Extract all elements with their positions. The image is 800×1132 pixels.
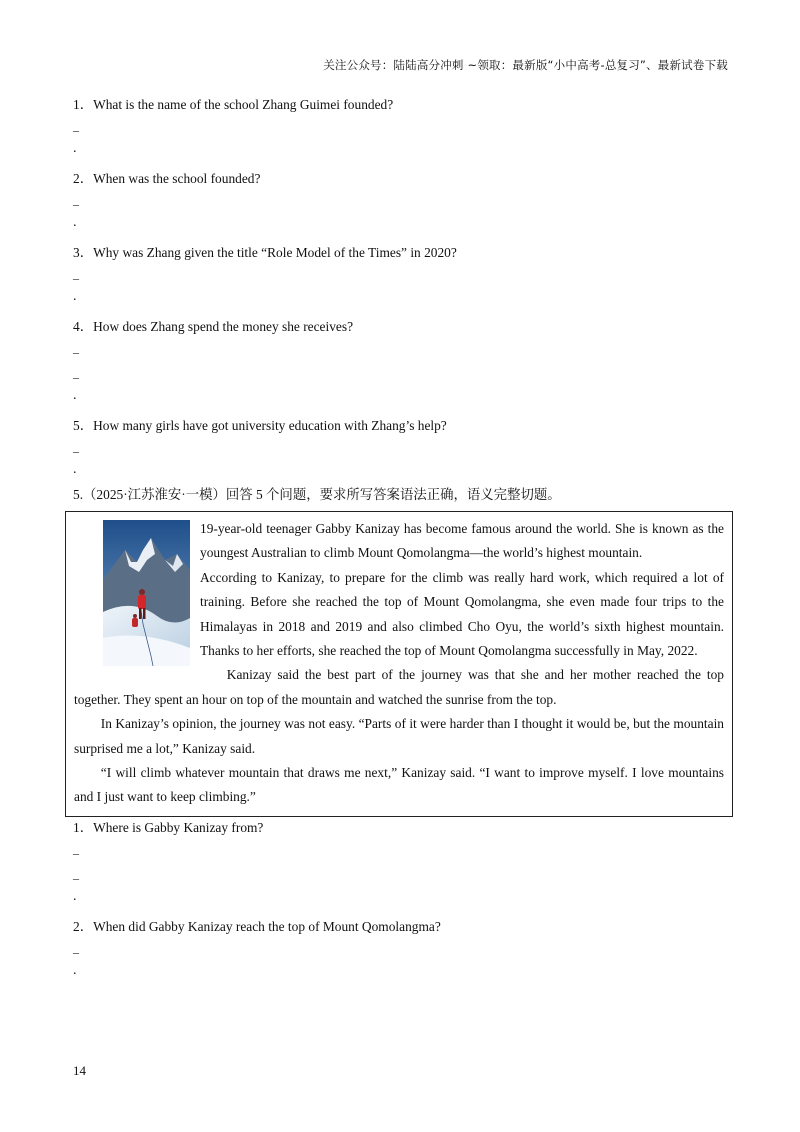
question-block-5	[73, 417, 723, 485]
passage-paragraph-5: “I will climb whatever mountain that draws me next,” Kanizay said. “I want to improve myself. I love mountains and I just want to keep climbing.”	[74, 765, 724, 805]
answer-blank[interactable]: _	[73, 940, 79, 955]
answer-blank[interactable]: _	[73, 866, 79, 881]
question-text: 5．How many girls have got university education with Zhang’s help?	[73, 418, 447, 433]
page-header: 关注公众号：陆陆高分冲刺 ~领取：最新版“小中高考-总复习”、最新试卷下载	[323, 58, 728, 72]
answer-blank[interactable]: _	[73, 193, 79, 207]
answer-blank-end[interactable]: .	[73, 962, 77, 978]
answer-blank[interactable]: _	[73, 366, 79, 380]
reading-passage	[65, 511, 733, 817]
answer-blank[interactable]: _	[73, 267, 79, 281]
question-text: 1．Where is Gabby Kanizay from?	[73, 819, 264, 835]
answer-blank-end[interactable]: .	[73, 462, 77, 477]
mountain-climber-photo	[103, 520, 190, 666]
page-content	[73, 96, 723, 986]
answer-blank-end[interactable]: .	[73, 141, 77, 156]
question-text: 2．When was the school founded?	[73, 171, 261, 186]
question-text: 1．What is the name of the school Zhang Guimei founded?	[73, 97, 394, 112]
question-block-2	[73, 170, 723, 238]
answer-blank[interactable]: _	[73, 841, 79, 856]
page-number: 14	[73, 1063, 86, 1078]
question-block-3	[73, 244, 723, 312]
answer-blank-end[interactable]: .	[73, 289, 77, 304]
section-title: 5.（2025·江苏淮安·一模）回答 5 个问题，要求所写答案语法正确，语义完整切题。	[73, 487, 561, 502]
question-block-p2-1	[73, 819, 723, 912]
passage-paragraph-3: Kanizay said the best part of the journey was that she and her mother reached the top together. They spent an hour on top of the mountain and watched the sunrise from the top.	[74, 667, 724, 707]
answer-blank-end[interactable]: .	[73, 215, 77, 230]
passage-paragraph-4: In Kanizay’s opinion, the journey was not easy. “Parts of it were harder than I thought it would be, but the mountain surprised me a lot,” Kanizay said.	[74, 716, 724, 756]
question-text: 4．How does Zhang spend the money she receives?	[73, 319, 354, 334]
answer-blank-end[interactable]: .	[73, 888, 77, 904]
answer-blank[interactable]: _	[73, 440, 79, 454]
answer-blank-end[interactable]: .	[73, 388, 77, 403]
passage-paragraph-2: According to Kanizay, to prepare for the climb was really hard work, which required a lot of training. Before she reached the top of Mount Qomolangma, she even made four trips to the Himalayas in 2018 and 2019 and also climbed Cho Oyu, the world’s sixth highest mountain. Thanks to her efforts, she reached the top of Mount Qomolangma successfully in May, 2022.	[200, 569, 724, 659]
passage-paragraph-1: 19-year-old teenager Gabby Kanizay has become famous around the world. She is known as the youngest Australian to climb Mount Qomolangma—the world’s highest mountain.	[200, 521, 724, 561]
answer-blank[interactable]: _	[73, 341, 79, 355]
question-block-4	[73, 318, 723, 411]
question-block-1	[73, 96, 723, 164]
question-block-p2-2	[73, 918, 723, 986]
answer-blank[interactable]: _	[73, 119, 79, 133]
question-text: 3．Why was Zhang given the title “Role Model of the Times” in 2020?	[73, 245, 457, 260]
question-text: 2．When did Gabby Kanizay reach the top of Mount Qomolangma?	[73, 918, 441, 934]
